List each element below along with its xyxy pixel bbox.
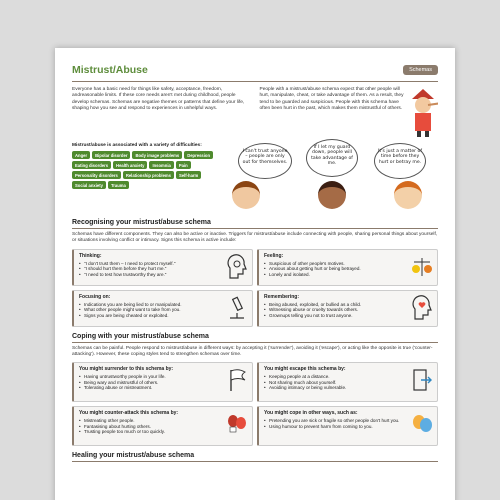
card-title: You might cope in other ways, such as:	[264, 410, 358, 417]
other-coping-card	[257, 406, 438, 446]
tag: Depression	[184, 151, 213, 159]
list-item: • Signs you are being cheated or exploited.	[79, 313, 247, 319]
list-item: • Keeping people at a distance.	[264, 374, 432, 380]
list-item: • Anxious about getting hurt or being betrayed.	[264, 266, 432, 272]
person-avatar	[318, 181, 346, 209]
divider	[72, 81, 438, 82]
list-item: • Grownups telling you not to trust anyone.	[264, 313, 432, 319]
coping-grid	[72, 362, 438, 446]
tag: Self-harm	[176, 171, 201, 179]
list-item: • "I need to test how trustworthy they are."	[79, 272, 247, 278]
feeling-card	[257, 249, 438, 286]
intro-section	[72, 87, 438, 137]
list-item: • Suspicious of other people's motives.	[264, 261, 432, 267]
list-item: • Being abused, exploited, or bullied as a child.	[264, 302, 432, 308]
focusing-card	[72, 290, 253, 327]
tag: Eating disorders	[72, 161, 111, 169]
tag: Bipolar disorder	[92, 151, 130, 159]
card-title: You might counter-attack this schema by:	[79, 410, 179, 417]
counter-attack-card	[72, 406, 253, 446]
card-title: Focusing on:	[79, 293, 111, 300]
section-text: Schemas can be painful. People respond to mistrust/abuse in different ways: by accepting it ('surrender'), avoiding it ('escape'), or acting like the opposite is true ('counter-attacking'). However, these coping styles tend to strengthen schemas over time.	[72, 345, 433, 357]
list-item: • Witnessing abuse or cruelty towards others.	[264, 307, 432, 313]
scales-icon	[411, 254, 433, 280]
person-avatar	[394, 181, 422, 209]
signs-grid	[72, 249, 438, 327]
list-item: • Using humour to prevent harm from coming to you.	[264, 424, 432, 430]
section-heading: Recognising your mistrust/abuse schema	[72, 219, 438, 229]
card-title: Feeling:	[264, 252, 284, 259]
thought-bubble: It's just a matter of time before they hurt or betray me.	[374, 143, 426, 179]
worksheet-page	[55, 48, 455, 500]
list-item: • Pretending you are sick or fragile so other people don't hurt you.	[264, 418, 432, 424]
page-title: Mistrust/Abuse	[72, 64, 148, 76]
list-item: • Trusting people too much or too quickly.	[79, 429, 247, 435]
list-item: • Having untrustworthy people in your life.	[79, 374, 247, 380]
tag: Insomnia	[149, 161, 173, 169]
people-illustration	[226, 143, 438, 213]
person-avatar	[232, 181, 260, 209]
card-title: Remembering:	[264, 293, 300, 300]
thinking-card	[72, 249, 253, 286]
intro-right-text: People with a mistrust/abuse schema expect that other people will hurt, manipulate, cheat, or take advantage of them. As a result, they tend to be guarded and suspicious. People with this schema have often been hurt in the past, which makes them mistrustful of others.	[259, 87, 404, 111]
list-item: • Mistreating other people.	[79, 418, 247, 424]
surrender-card	[72, 362, 253, 402]
tag: Relationship problems	[123, 171, 174, 179]
white-flag-icon	[226, 367, 248, 393]
list-item: • "I should hurt them before they hurt me."	[79, 266, 247, 272]
section-text: Schemas have different components. They can also be active or inactive. Triggers for mistrust/abuse include connecting with people, sharing personal things about yourself, or situations involving conflict or intimacy. Signs this schema is active include:	[72, 232, 438, 244]
category-badge: Schemas	[403, 65, 438, 75]
escape-card	[257, 362, 438, 402]
gears-head-icon	[226, 254, 248, 280]
thought-bubble: I can't trust anyone – people are only out for themselves.	[238, 143, 292, 179]
tag: Personality disorders	[72, 171, 121, 179]
list-item: • Avoiding intimacy or being vulnerable.	[264, 385, 432, 391]
list-item: • "I don't trust them – I need to protect myself."	[79, 261, 247, 267]
list-item: • Lonely and isolated.	[264, 272, 432, 278]
card-title: Thinking:	[79, 252, 102, 259]
tag: Anger	[72, 151, 90, 159]
exit-door-icon	[411, 367, 433, 393]
tag: Pain	[176, 161, 191, 169]
thought-bubble: If I let my guard down, people will take advantage of me.	[306, 139, 358, 177]
section-heading: Coping with your mistrust/abuse schema	[72, 333, 438, 343]
list-item: • Not sharing much about yourself.	[264, 380, 432, 386]
heart-head-icon	[411, 295, 433, 321]
difficulties-label: Mistrust/abuse is associated with a variety of difficulties:	[72, 143, 202, 148]
list-item: • Being wary and mistrustful of others.	[79, 380, 247, 386]
list-item: • Tolerating abuse or mistreatment.	[79, 385, 247, 391]
tag: Trauma	[108, 181, 129, 189]
pinocchio-illustration	[408, 87, 438, 137]
list-item: • What other people might want to take from you.	[79, 307, 247, 313]
boxing-gloves-icon	[226, 411, 248, 437]
remembering-card	[257, 290, 438, 327]
list-item: • Indications you are being lied to or manipulated.	[79, 302, 247, 308]
tag: Social anxiety	[72, 181, 106, 189]
section-heading: Healing your mistrust/abuse schema	[72, 452, 438, 462]
theatre-masks-icon	[411, 411, 433, 437]
difficulty-tags	[72, 151, 222, 189]
intro-left-text: Everyone has a basic need for things like safety, acceptance, freedom, andreasonable limits. If these core needs aren't met during childhood, people develop schemas. Schemas are negative themes or patterns that define your life, shaping how you see and respond to experiences in unhelpful ways.	[72, 87, 245, 111]
card-title: You might escape this schema by:	[264, 366, 346, 373]
difficulties-section	[72, 143, 438, 213]
tag: Body image problems	[132, 151, 182, 159]
list-item: • Fantasising about hurting others.	[79, 424, 247, 430]
header	[72, 62, 438, 78]
tag: Health anxiety	[113, 161, 147, 169]
card-title: You might surrender to this schema by:	[79, 366, 174, 373]
microscope-icon	[226, 295, 248, 321]
